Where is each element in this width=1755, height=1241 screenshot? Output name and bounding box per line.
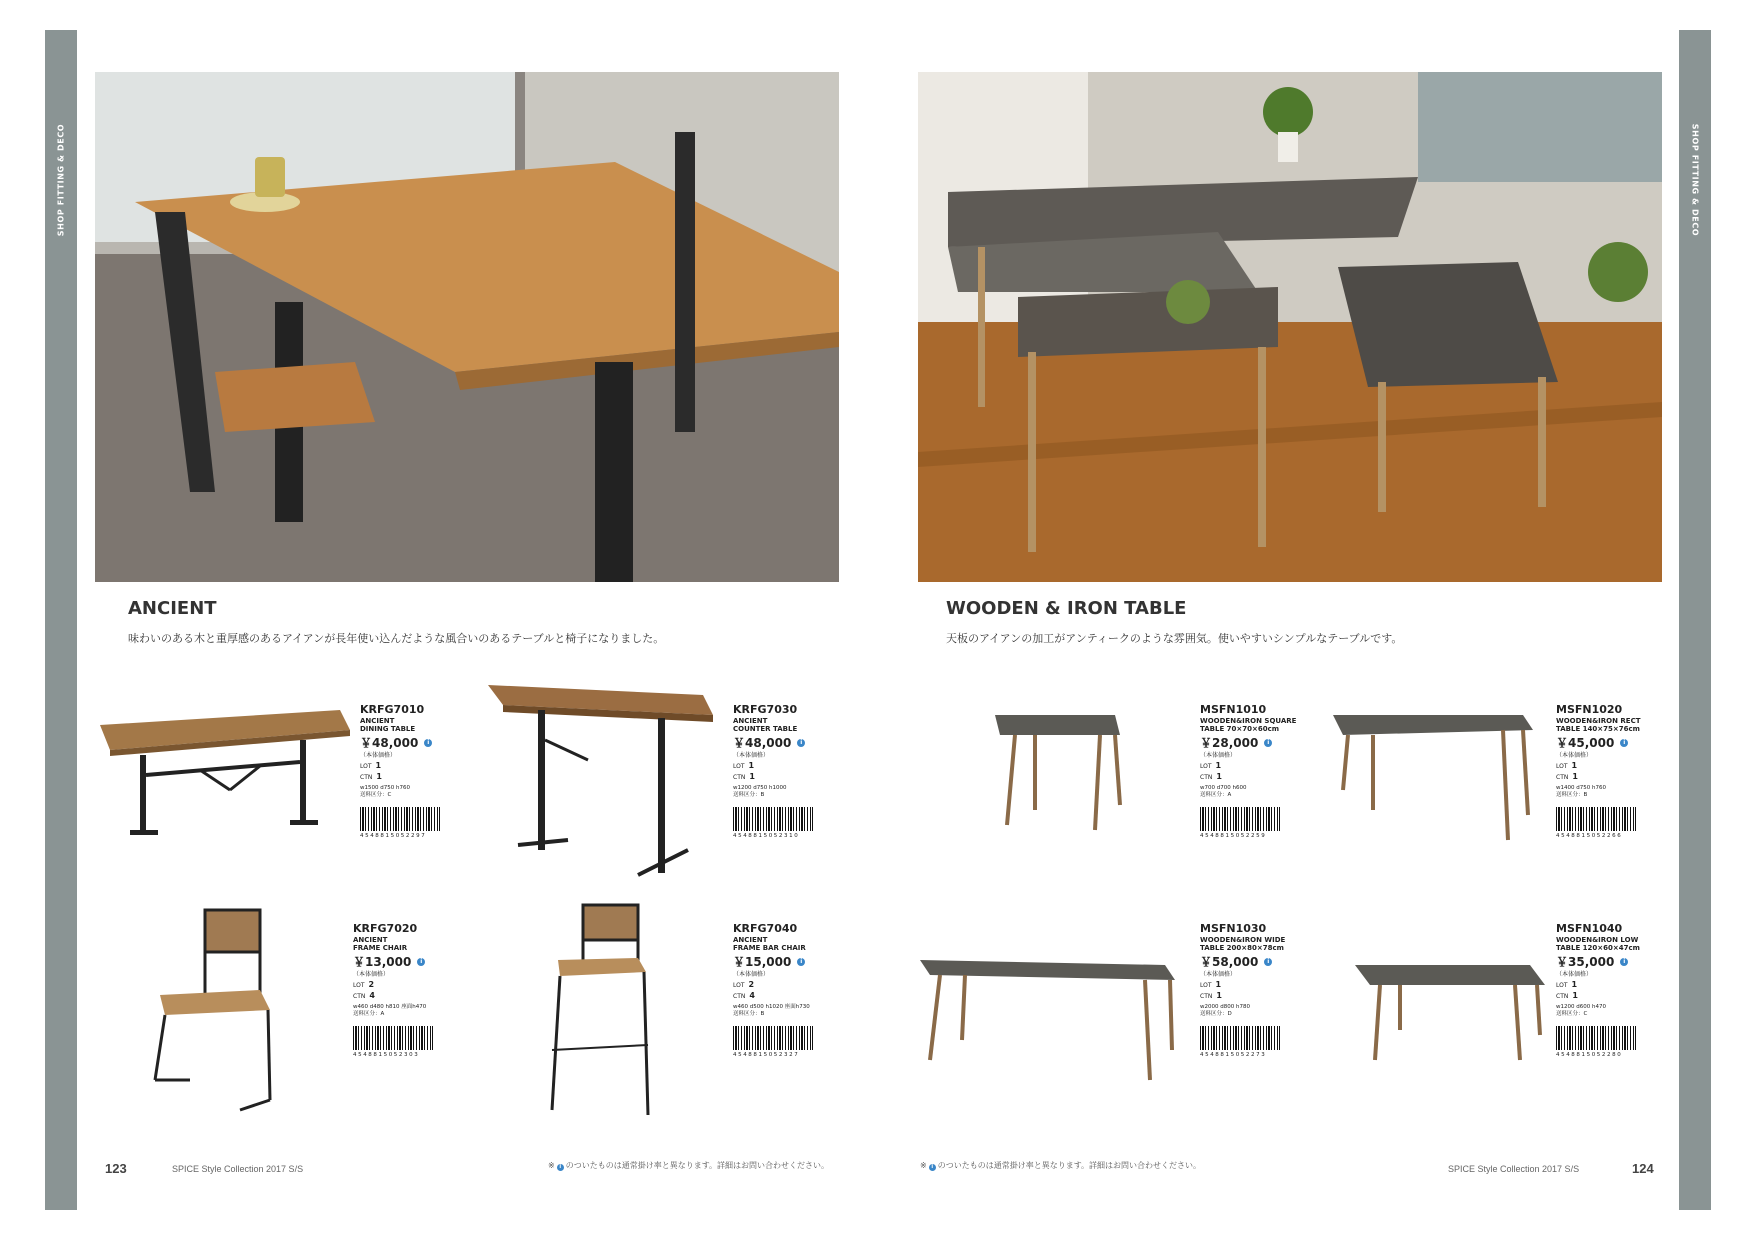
shipping-class: 送料区分：A	[1200, 792, 1232, 798]
product-name: WOODEN&IRON WIDE TABLE 200×80×78cm	[1200, 936, 1286, 952]
page-number-left: 123	[105, 1161, 127, 1176]
msfn1040-image	[1355, 960, 1545, 1065]
lot-row: LOT 1	[1556, 761, 1578, 770]
footnote-left: ※ i のついたものは通常掛け率と異なります。詳細はお問い合わせください。	[548, 1161, 830, 1170]
lot-row: LOT 1	[733, 761, 755, 770]
product-dimensions: w2000 d800 h780	[1200, 1004, 1250, 1010]
product-name: ANCIENT COUNTER TABLE	[733, 717, 798, 733]
krfg7040-image	[548, 900, 653, 1120]
barcode	[733, 1026, 813, 1050]
barcode-number: 4548815052310	[733, 833, 800, 839]
barcode	[1556, 1026, 1636, 1050]
product-msfn1020	[1556, 703, 1686, 839]
tax-note: （本体価格）	[1556, 752, 1593, 759]
wooden-iron-title: WOODEN & IRON TABLE	[946, 598, 1187, 619]
product-price: ￥45,000	[1556, 736, 1615, 750]
barcode	[733, 807, 813, 831]
lot-row: LOT 1	[360, 761, 382, 770]
tax-note: （本体価格）	[1556, 971, 1593, 978]
barcode-number: 4548815052273	[1200, 1052, 1267, 1058]
krfg7010-image	[100, 700, 350, 850]
product-price: ￥28,000	[1200, 736, 1259, 750]
shipping-class: 送料区分：C	[1556, 1011, 1588, 1017]
product-name: ANCIENT FRAME CHAIR	[353, 936, 408, 952]
shipping-class: 送料区分：C	[360, 792, 392, 798]
section-label: SHOP FITTING & DECO	[56, 123, 66, 237]
ctn-row: CTN 1	[1556, 772, 1578, 781]
shipping-class: 送料区分：B	[733, 1011, 765, 1017]
krfg7030-image	[488, 680, 713, 880]
info-icon: i	[1620, 958, 1628, 966]
tax-note: （本体価格）	[733, 971, 770, 978]
product-price: ￥48,000	[733, 736, 792, 750]
product-krfg7010	[360, 703, 490, 839]
brand-footer-left: SPICE Style Collection 2017 S/S	[172, 1164, 304, 1174]
product-price: ￥13,000	[353, 955, 412, 969]
barcode	[353, 1026, 433, 1050]
product-price: ￥35,000	[1556, 955, 1615, 969]
page-number-right: 124	[1632, 1161, 1654, 1176]
product-name: WOODEN&IRON LOW TABLE 120×60×47cm	[1556, 936, 1640, 952]
product-sku: KRFG7030	[733, 703, 798, 716]
barcode-number: 4548815052266	[1556, 833, 1623, 839]
ctn-row: CTN 1	[1556, 991, 1578, 1000]
product-krfg7030	[733, 703, 863, 839]
left-side-band	[45, 30, 77, 1210]
info-icon: i	[1620, 739, 1628, 747]
product-msfn1040	[1556, 922, 1686, 1058]
barcode-number: 4548815052297	[360, 833, 427, 839]
tax-note: （本体価格）	[353, 971, 390, 978]
product-dimensions: w1400 d750 h760	[1556, 785, 1606, 791]
barcode-number: 4548815052303	[353, 1052, 420, 1058]
info-icon: i	[557, 1164, 564, 1171]
product-sku: KRFG7010	[360, 703, 425, 716]
msfn1030-image	[920, 955, 1175, 1085]
ancient-description: 味わいのある木と重厚感のあるアイアンが長年使い込んだような風合いのあるテーブルと椅子になりました。	[128, 632, 665, 645]
tax-note: （本体価格）	[733, 752, 770, 759]
product-name: ANCIENT FRAME BAR CHAIR	[733, 936, 806, 952]
tax-note: （本体価格）	[1200, 752, 1237, 759]
barcode	[360, 807, 440, 831]
barcode-number: 4548815052280	[1556, 1052, 1623, 1058]
lot-row: LOT 2	[733, 980, 755, 989]
product-sku: MSFN1010	[1200, 703, 1267, 716]
ancient-title: ANCIENT	[128, 598, 217, 619]
barcode	[1200, 807, 1280, 831]
product-sku: MSFN1030	[1200, 922, 1267, 935]
krfg7020-image	[150, 900, 280, 1115]
product-name: ANCIENT DINING TABLE	[360, 717, 416, 733]
product-price: ￥58,000	[1200, 955, 1259, 969]
product-msfn1030	[1200, 922, 1330, 1058]
product-dimensions: w460 d480 h810 座面h470	[353, 1004, 427, 1010]
info-icon: i	[797, 958, 805, 966]
lot-row: LOT 1	[1200, 980, 1222, 989]
product-dimensions: w1200 d750 h1000	[733, 785, 787, 791]
brand-footer-right: SPICE Style Collection 2017 S/S	[1448, 1164, 1580, 1174]
barcode	[1556, 807, 1636, 831]
info-icon: i	[424, 739, 432, 747]
product-price: ￥15,000	[733, 955, 792, 969]
product-dimensions: w1500 d750 h760	[360, 785, 410, 791]
info-icon: i	[929, 1164, 936, 1171]
ctn-row: CTN 1	[1200, 772, 1222, 781]
shipping-class: 送料区分：B	[1556, 792, 1588, 798]
product-dimensions: w700 d700 h600	[1200, 785, 1247, 791]
product-sku: MSFN1040	[1556, 922, 1623, 935]
info-icon: i	[1264, 739, 1272, 747]
shipping-class: 送料区分：B	[733, 792, 765, 798]
barcode-number: 4548815052327	[733, 1052, 800, 1058]
info-icon: i	[1264, 958, 1272, 966]
info-icon: i	[797, 739, 805, 747]
info-icon: i	[417, 958, 425, 966]
tax-note: （本体価格）	[360, 752, 397, 759]
ctn-row: CTN 1	[1200, 991, 1222, 1000]
product-dimensions: w1200 d600 h470	[1556, 1004, 1606, 1010]
msfn1020-image	[1333, 710, 1533, 845]
product-name: WOODEN&IRON RECT TABLE 140×75×76cm	[1556, 717, 1641, 733]
product-name: WOODEN&IRON SQUARE TABLE 70×70×60cm	[1200, 717, 1297, 733]
wooden-iron-description: 天板のアイアンの加工がアンティークのような雰囲気。使いやすいシンプルなテーブルです。	[946, 632, 1403, 645]
shipping-class: 送料区分：D	[1200, 1011, 1232, 1017]
barcode-number: 4548815052259	[1200, 833, 1267, 839]
footnote-right: ※ i のついたものは通常掛け率と異なります。詳細はお問い合わせください。	[920, 1161, 1202, 1170]
ctn-row: CTN 1	[733, 772, 755, 781]
product-krfg7020	[353, 922, 483, 1058]
shipping-class: 送料区分：A	[353, 1011, 385, 1017]
ctn-row: CTN 1	[360, 772, 382, 781]
ctn-row: CTN 4	[733, 991, 755, 1000]
product-krfg7040	[733, 922, 863, 1058]
product-sku: KRFG7040	[733, 922, 798, 935]
product-sku: KRFG7020	[353, 922, 418, 935]
product-dimensions: w460 d500 h1020 座面h730	[733, 1004, 810, 1010]
tax-note: （本体価格）	[1200, 971, 1237, 978]
ancient-hero-photo	[95, 72, 839, 582]
wooden-iron-hero-photo	[918, 72, 1662, 582]
lot-row: LOT 1	[1556, 980, 1578, 989]
lot-row: LOT 1	[1200, 761, 1222, 770]
product-msfn1010	[1200, 703, 1330, 839]
section-label: SHOP FITTING & DECO	[1690, 123, 1700, 237]
msfn1010-image	[995, 710, 1125, 835]
barcode	[1200, 1026, 1280, 1050]
product-sku: MSFN1020	[1556, 703, 1623, 716]
product-price: ￥48,000	[360, 736, 419, 750]
lot-row: LOT 2	[353, 980, 375, 989]
ctn-row: CTN 4	[353, 991, 375, 1000]
